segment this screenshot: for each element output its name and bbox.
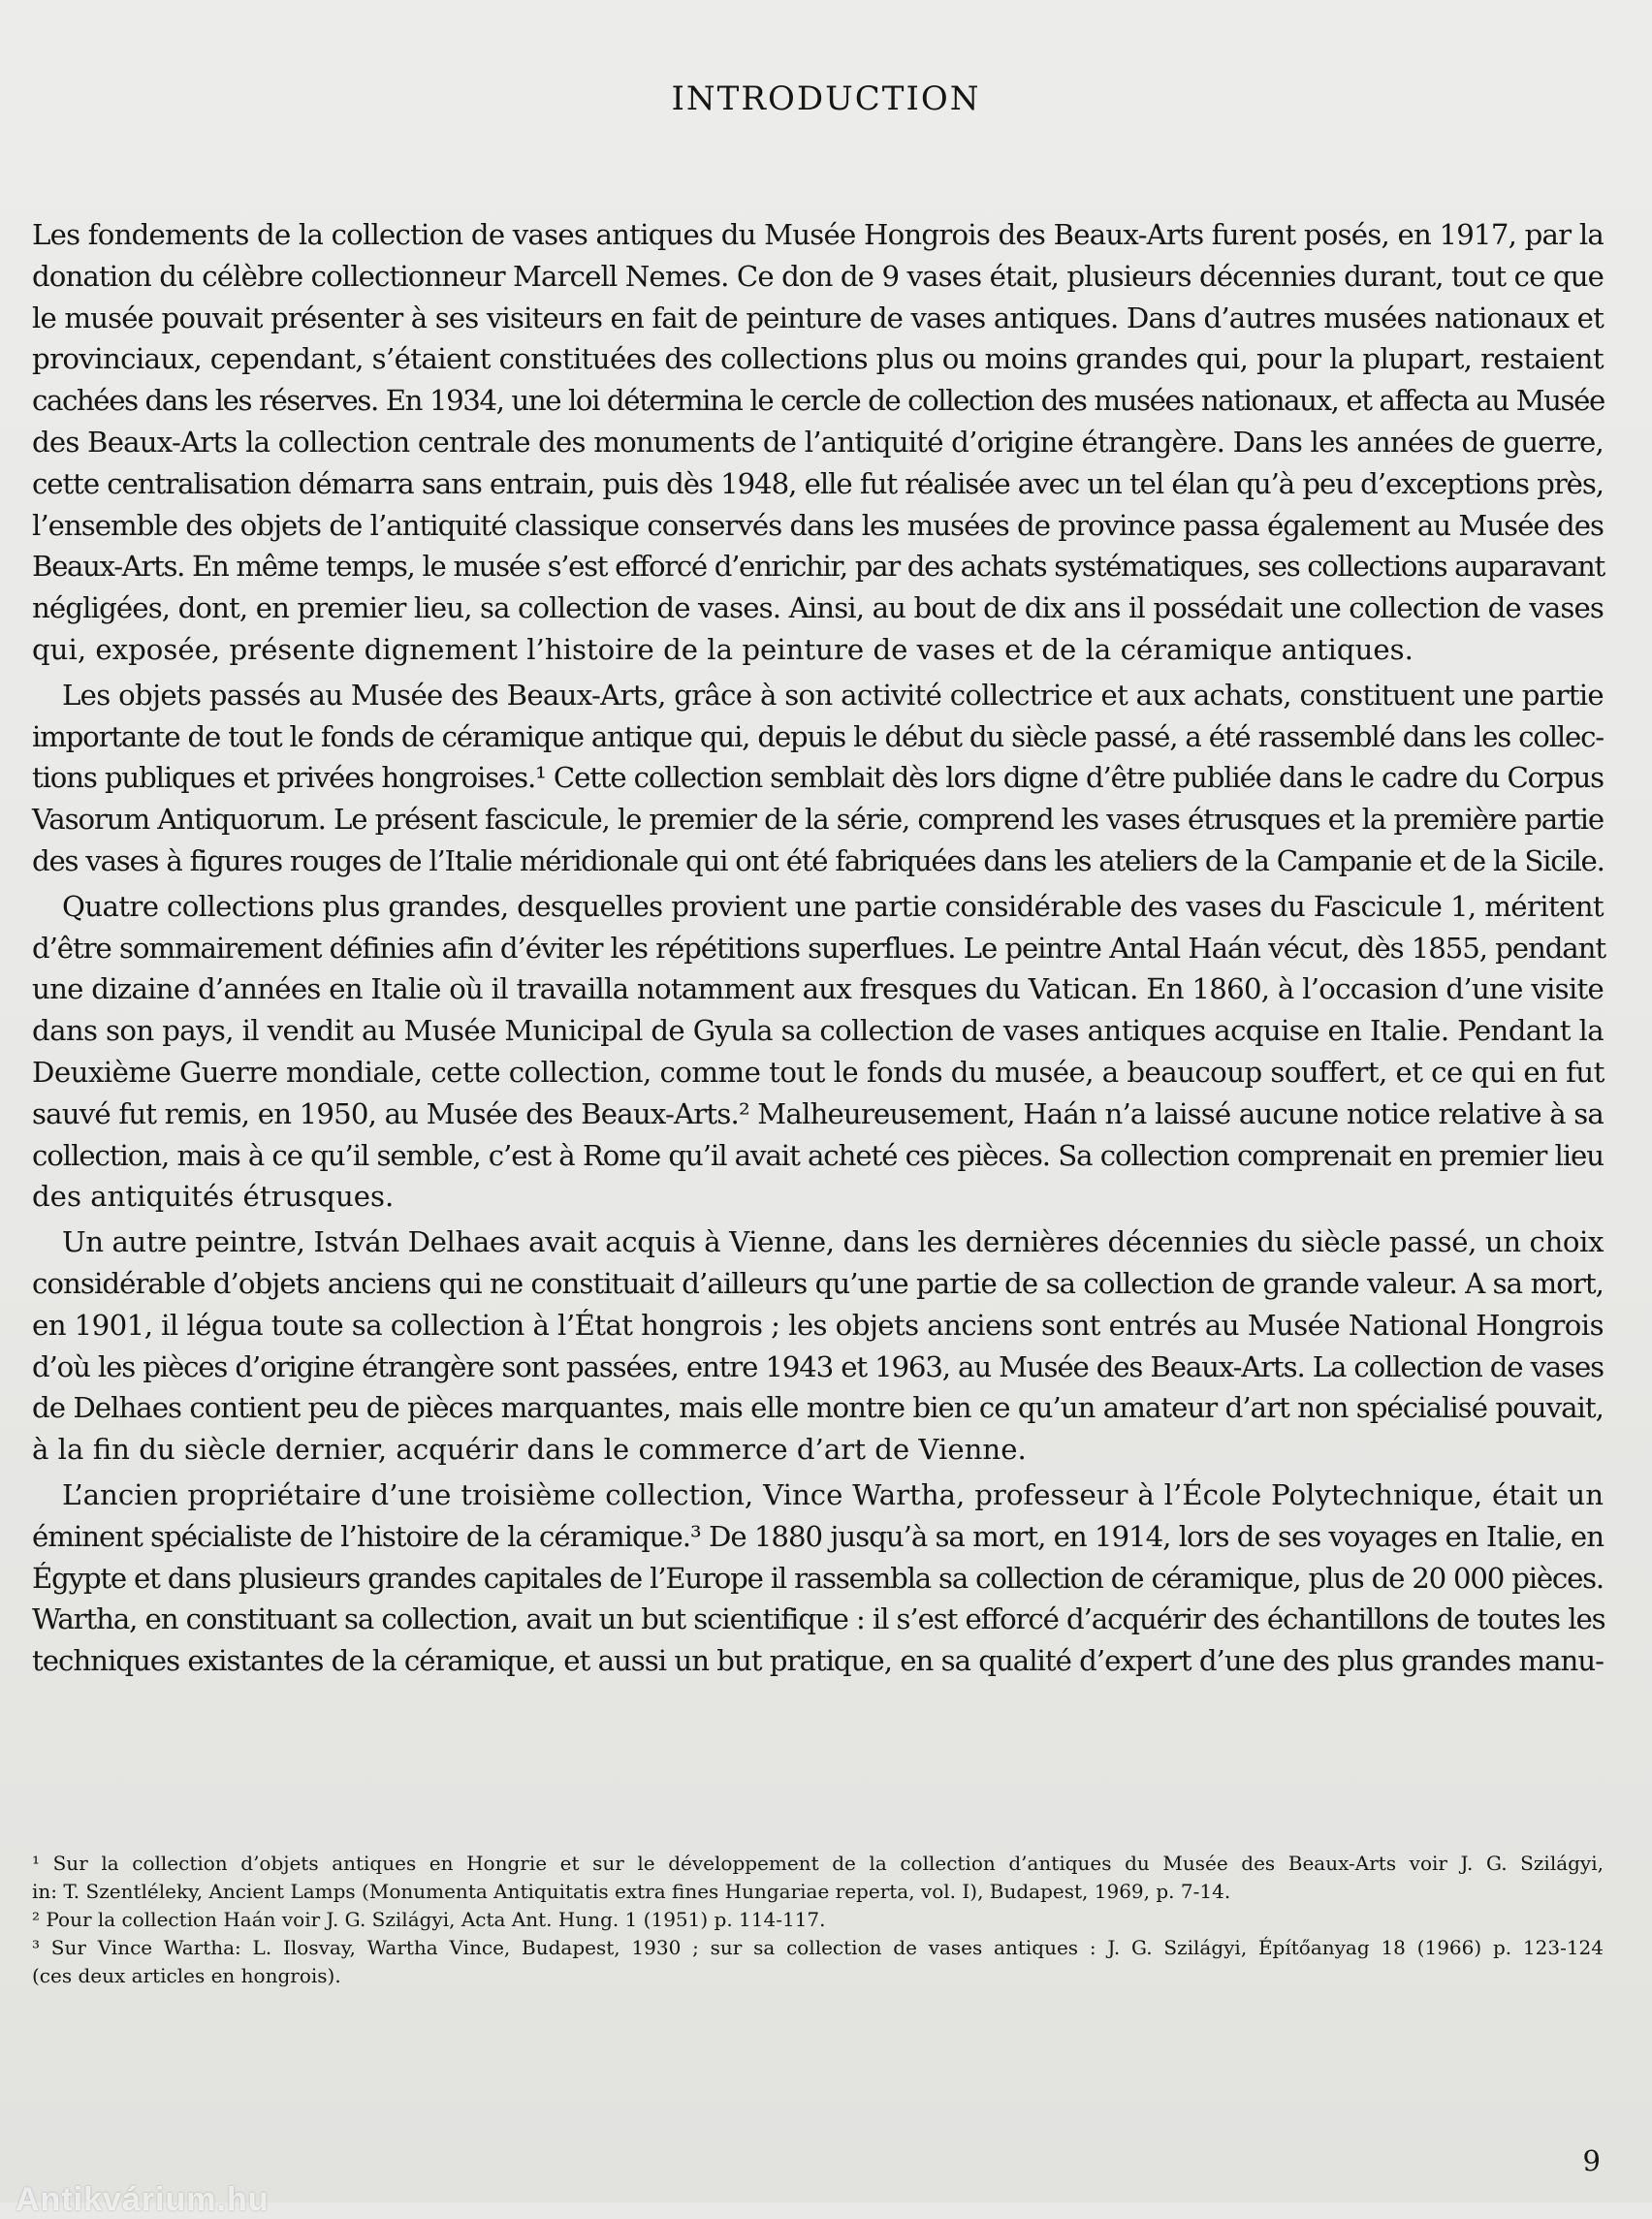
text-line: dans son pays, il vendit au Musée Municipal de Gyula sa collection de vases antiques acquise en Italie. Pendant la [32, 1014, 1604, 1048]
text-line: Vasorum Antiquorum. Le présent fascicule, le premier de la série, comprend les vases étrusques et la première partie [32, 803, 1604, 837]
text-line: une dizaine d’années en Italie où il travailla notamment aux fresques du Vatican. En 1860, à l’occasion d’une visite [32, 972, 1604, 1006]
text-line: en 1901, il légua toute sa collection à l’État hongrois ; les objets anciens sont entrés au Musée National Hongrois [32, 1308, 1604, 1342]
text-line: cette centralisation démarra sans entrain, puis dès 1948, elle fut réalisée avec un tel élan qu’à peu d’exceptions près, [32, 466, 1604, 500]
text-line: à la fin du siècle dernier, acquérir dans le commerce d’art de Vienne. [32, 1433, 1027, 1467]
text-line: tions publiques et privées hongroises.¹ Cette collection semblait dès lors digne d’être publiée dans le cadre du Corpus [32, 761, 1604, 795]
paragraph [32, 886, 1604, 1218]
text-line: Un autre peintre, István Delhaes avait acquis à Vienne, dans les dernières décennies du siècle passé, un choix [62, 1225, 1604, 1259]
text-line: cachées dans les réserves. En 1934, une loi détermina le cercle de collection des musées nationaux, et affecta au Musée [32, 384, 1604, 418]
footnote-line: ¹ Sur la collection d’objets antiques en Hongrie et sur le développement de la collection d’antiques du Musée des Beaux-Arts voir J. G. Szilágyi, [32, 1852, 1604, 1875]
footnote [32, 1850, 1604, 1906]
text-line: de Delhaes contient peu de pièces marquantes, mais elle montre bien ce qu’un amateur d’art non spécialisé pouvait, [32, 1391, 1604, 1425]
footnote [32, 1934, 1604, 1990]
text-line: l’ensemble des objets de l’antiquité classique conservés dans les musées de province passa également au Musée des [32, 508, 1604, 542]
text-line: le musée pouvait présenter à ses visiteurs en fait de peinture de vases antiques. Dans d’autres musées nationaux et [32, 301, 1604, 334]
text-line: des Beaux-Arts la collection centrale des monuments de l’antiquité d’origine étrangère. Dans les années de guerre, [32, 425, 1604, 459]
footnote [32, 1906, 1604, 1934]
text-line: qui, exposée, présente dignement l’histoire de la peinture de vases et de la céramique antiques. [32, 632, 1414, 666]
page-title: INTRODUCTION [671, 79, 981, 118]
text-line: Beaux-Arts. En même temps, le musée s’est efforcé d’enrichir, par des achats systématiques, ses collections auparavant [32, 550, 1604, 584]
text-line: négligées, dont, en premier lieu, sa collection de vases. Ainsi, au bout de dix ans il possédait une collection de vases [32, 591, 1604, 625]
footnote-line: ² Pour la collection Haán voir J. G. Szilágyi, Acta Ant. Hung. 1 (1951) p. 114-117. [32, 1908, 826, 1931]
text-line: Wartha, en constituant sa collection, avait un but scientifique : il s’est efforcé d’acquérir des échantillons de toutes les [32, 1602, 1605, 1636]
text-line: éminent spécialiste de l’histoire de la céramique.³ De 1880 jusqu’à sa mort, en 1914, lors de ses voyages en Italie, en [32, 1519, 1604, 1553]
paragraph [32, 1474, 1604, 1682]
text-line: donation du célèbre collectionneur Marcell Nemes. Ce don de 9 vases était, plusieurs décennies durant, tout ce que [32, 259, 1604, 293]
text-line: importante de tout le fonds de céramique antique qui, depuis le début du siècle passé, a été rassemblé dans les collec- [32, 719, 1604, 753]
paragraph [32, 675, 1604, 882]
paragraph [32, 214, 1604, 671]
text-line: des vases à figures rouges de l’Italie méridionale qui ont été fabriquées dans les ateliers de la Campanie et de la Sicile. [32, 843, 1604, 877]
text-line: des antiquités étrusques. [32, 1180, 395, 1214]
text-line: Les fondements de la collection de vases antiques du Musée Hongrois des Beaux-Arts furent posés, en 1917, par la [32, 218, 1604, 251]
text-line: considérable d’objets anciens qui ne constituait d’ailleurs qu’une partie de sa collection de grande valeur. A sa mort, [32, 1266, 1604, 1300]
text-line: Égypte et dans plusieurs grandes capitales de l’Europe il rassembla sa collection de céramique, plus de 20 000 pièces. [32, 1561, 1604, 1595]
text-line: provinciaux, cependant, s’étaient constituées des collections plus ou moins grandes qui, pour la plupart, restaient [32, 342, 1604, 376]
footnotes [32, 1850, 1604, 1990]
text-line: Les objets passés au Musée des Beaux-Arts, grâce à son activité collectrice et aux achats, constituent une partie [62, 678, 1604, 712]
text-line: Deuxième Guerre mondiale, cette collection, comme tout le fonds du musée, a beaucoup souffert, et ce qui en fut [32, 1055, 1604, 1089]
paragraph [32, 1221, 1604, 1471]
text-line: d’où les pièces d’origine étrangère sont passées, entre 1943 et 1963, au Musée des Beaux-Arts. La collection de vases [32, 1349, 1604, 1383]
text-line: L’ancien propriétaire d’une troisième collection, Vince Wartha, professeur à l’École Polytechnique, était un [62, 1477, 1604, 1511]
text-line: techniques existantes de la céramique, et aussi un but pratique, en sa qualité d’expert d’une des plus grandes manu- [32, 1644, 1604, 1678]
text-line: collection, mais à ce qu’il semble, c’est à Rome qu’il avait acheté ces pièces. Sa collection comprenait en premier lieu [32, 1138, 1604, 1172]
footnote-line: in: T. Szentléleky, Ancient Lamps (Monumenta Antiquitatis extra fines Hungariae reperta, vol. I), Budapest, 1969, p. 7-14. [32, 1880, 1231, 1903]
text-line: sauvé fut remis, en 1950, au Musée des Beaux-Arts.² Malheureusement, Haán n’a laissé aucune notice relative à sa [32, 1096, 1604, 1130]
page-number: 9 [1582, 2144, 1601, 2177]
watermark-text: Antikvárium.hu [16, 2181, 270, 2218]
body-text [32, 214, 1604, 1686]
text-line: Quatre collections plus grandes, desquelles provient une partie considérable des vases du Fascicule 1, méritent [62, 889, 1604, 923]
footnote-line: ³ Sur Vince Wartha: L. Ilosvay, Wartha Vince, Budapest, 1930 ; sur sa collection de vases antiques : J. G. Szilágyi, Építőanyag 18 (1966) p. 123-124 [32, 1936, 1604, 1959]
text-line: d’être sommairement définies afin d’éviter les répétitions superflues. Le peintre Antal Haán vécut, dès 1855, pendant [32, 931, 1606, 965]
footnote-line: (ces deux articles en hongrois). [32, 1964, 341, 1987]
